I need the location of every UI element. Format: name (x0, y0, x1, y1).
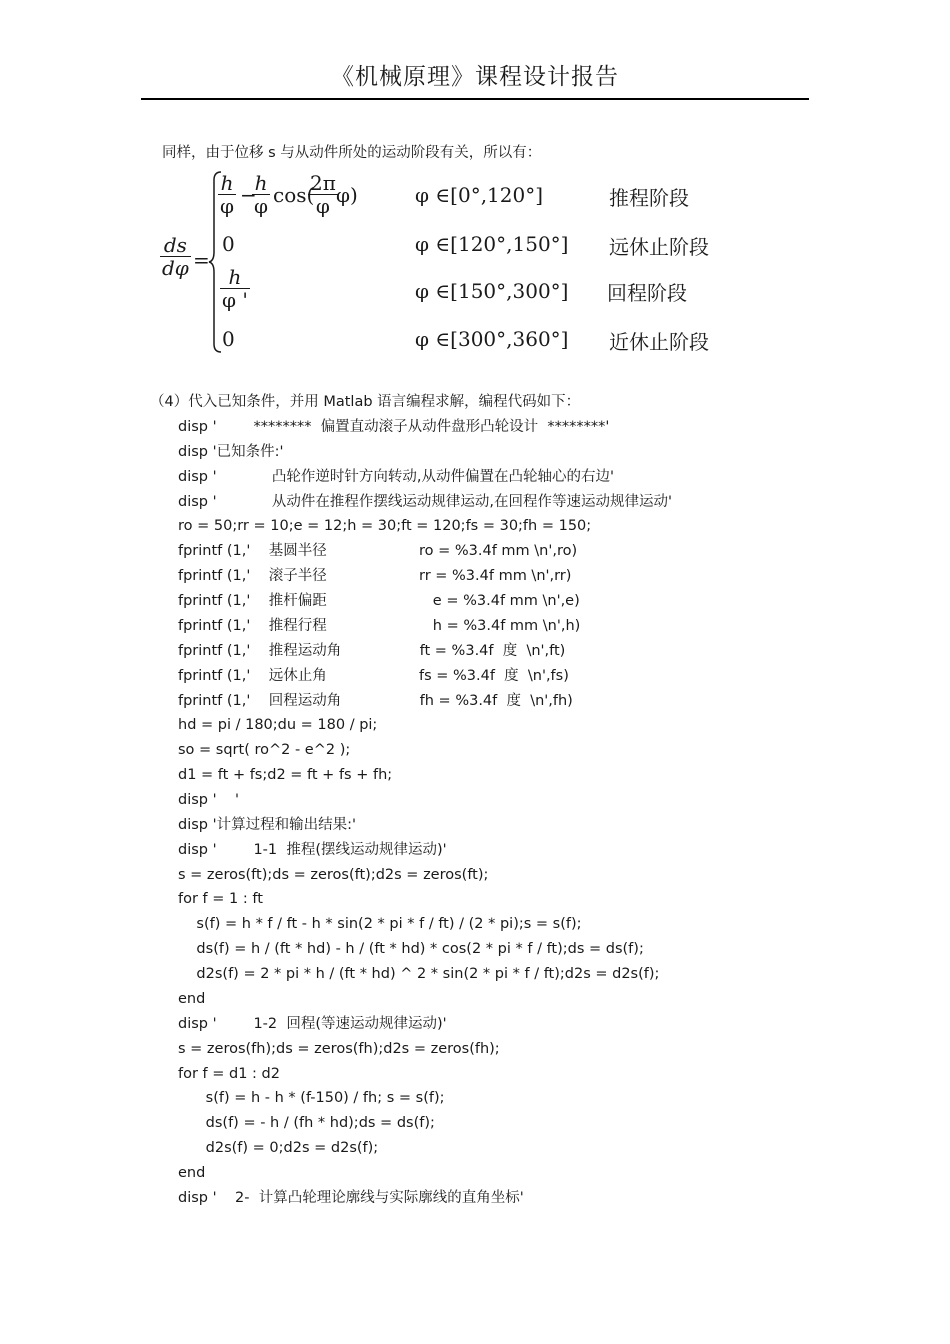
code-line: end (178, 1165, 206, 1181)
case1-phi3: φ (315, 194, 330, 218)
code-line: disp ' ******** 偏置直动滚子从动件盘形凸轮设计 ********' (178, 419, 610, 435)
code-line: hd = pi / 180;du = 180 / pi; (178, 717, 378, 733)
case1-h2: h (252, 172, 270, 195)
case3-range: φ ∈[150°,300°] (415, 279, 569, 303)
code-line: ds(f) = h / (ft * hd) - h / (ft * hd) * cos(2 * pi * f / ft);ds = ds(f); (178, 941, 644, 957)
case3-phi-prime: φ ' (222, 288, 248, 312)
code-line: s(f) = h - h * (f-150) / fh; s = s(f); (178, 1090, 445, 1106)
header-rule (141, 98, 809, 100)
case2-range: φ ∈[120°,150°] (415, 232, 569, 256)
case4-range: φ ∈[300°,360°] (415, 327, 569, 351)
code-line: disp ' 从动件在推程作摆线运动规律运动,在回程作等速运动规律运动' (178, 494, 672, 510)
code-line: s = zeros(ft);ds = zeros(ft);d2s = zeros(ft); (178, 867, 489, 883)
case1-stage: 推程阶段 (609, 186, 689, 210)
code-line: fprintf (1,' 滚子半径 rr = %3.4f mm \n',rr) (178, 568, 572, 584)
case1-two-pi: 2π (310, 171, 336, 195)
case2-value: 0 (222, 232, 235, 256)
code-line: disp ' 1-1 推程(摆线运动规律运动)' (178, 842, 447, 858)
code-line: fprintf (1,' 推程运动角 ft = %3.4f 度 \n',ft) (178, 643, 566, 659)
code-line: disp ' 1-2 回程(等速运动规律运动)' (178, 1016, 447, 1032)
case3-stage: 回程阶段 (607, 281, 687, 305)
code-line: disp ' ' (178, 792, 240, 808)
code-line: end (178, 991, 206, 1007)
intro-paragraph: 同样，由于位移 s 与从动件所处的运动阶段有关，所以有： (162, 145, 542, 161)
case2-stage: 远休止阶段 (609, 235, 709, 259)
code-line: d2s(f) = 0;d2s = d2s(f); (178, 1140, 379, 1156)
equals-sign: = (193, 248, 210, 272)
case1-minus: − (240, 183, 257, 207)
case3-frac (220, 266, 250, 311)
code-line: s(f) = h * f / ft - h * sin(2 * pi * f / ft) / (2 * pi);s = s(f); (178, 916, 582, 932)
case3-h: h (220, 266, 250, 289)
code-line: disp ' 凸轮作逆时针方向转动,从动件偏置在凸轮轴心的右边' (178, 469, 614, 485)
lhs-numerator: ds (160, 234, 191, 257)
case1-range: φ ∈[0°,120°] (415, 183, 544, 207)
code-line: d1 = ft + fs;d2 = ft + fs + fh; (178, 767, 393, 783)
code-line: ds(f) = - h / (fh * hd);ds = ds(f); (178, 1115, 435, 1131)
page-header-title: 《机械原理》课程设计报告 (331, 64, 619, 90)
code-line: fprintf (1,' 回程运动角 fh = %3.4f 度 \n',fh) (178, 693, 573, 709)
section-heading: （4）代入已知条件，并用 Matlab 语言编程求解，编程代码如下： (150, 394, 581, 410)
case1-phi2: φ (254, 194, 269, 218)
case1-frac-2pi-phi (308, 172, 338, 217)
code-line: disp ' 2- 计算凸轮理论廓线与实际廓线的直角坐标' (178, 1190, 524, 1206)
code-line: so = sqrt( ro^2 - e^2 ); (178, 742, 351, 758)
case4-value: 0 (222, 327, 235, 351)
code-line: for f = 1 : ft (178, 891, 263, 907)
case1-h: h (218, 172, 236, 195)
case1-phi: φ (220, 194, 235, 218)
code-line: for f = d1 : d2 (178, 1066, 280, 1082)
code-line: s = zeros(fh);ds = zeros(fh);d2s = zeros(fh); (178, 1041, 500, 1057)
code-line: ro = 50;rr = 10;e = 12;h = 30;ft = 120;fs = 30;fh = 150; (178, 518, 592, 534)
code-line: fprintf (1,' 推程行程 h = %3.4f mm \n',h) (178, 618, 581, 634)
code-line: disp '已知条件:' (178, 444, 284, 460)
case4-stage: 近休止阶段 (609, 330, 709, 354)
code-line: fprintf (1,' 远休止角 fs = %3.4f 度 \n',fs) (178, 668, 569, 684)
code-line: disp '计算过程和输出结果:' (178, 817, 356, 833)
code-line: fprintf (1,' 基圆半径 ro = %3.4f mm \n',ro) (178, 543, 578, 559)
case1-cos-close: φ) (336, 183, 358, 207)
code-line: fprintf (1,' 推杆偏距 e = %3.4f mm \n',e) (178, 593, 580, 609)
lhs-fraction (160, 234, 191, 279)
case1-frac-h-phi (218, 172, 236, 217)
case1-frac-h-phi-2 (252, 172, 270, 217)
lhs-denominator: dφ (162, 256, 189, 280)
case1-cos-open: cos( (273, 183, 315, 207)
code-line: d2s(f) = 2 * pi * h / (ft * hd) ^ 2 * sin(2 * pi * f / ft);d2s = d2s(f); (178, 966, 660, 982)
